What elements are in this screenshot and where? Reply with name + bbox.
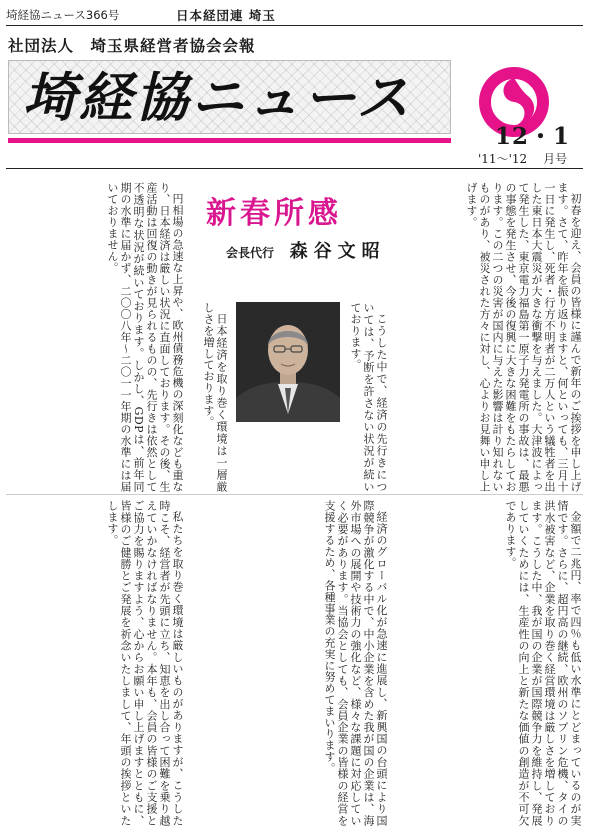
- feature-headline: 新春所感: [206, 196, 342, 231]
- paragraph: 円相場の急速な上昇や、欧州債務危機の深刻化なども重なり、日本経済は厳しい状況に直面しております。その後、生産活動は回復の動きが見られるものの、先行きは依然として不透明な状況が続いております。しかし、GDPは、前年同期の水準に届かず、二〇〇八年～二〇一一年期の水準には届いておりません。: [106, 182, 184, 492]
- publisher-label: 日本経団連 埼玉: [176, 8, 276, 23]
- issue-label: 埼経協ニュース366号: [6, 8, 120, 22]
- author-name: 森谷文昭: [289, 241, 386, 262]
- body-column-top-right: [388, 182, 582, 492]
- newsletter-title: 埼経協ニュース: [23, 67, 413, 129]
- feature-byline: [226, 237, 386, 263]
- body-column-bottom-left: [8, 500, 184, 826]
- body-column-top-left: [8, 182, 184, 492]
- paragraph: 日本経済を取り巻く環境は一層厳しさを増しております。: [202, 302, 228, 492]
- section-divider: [6, 494, 583, 495]
- portrait-photo-icon: [236, 302, 340, 422]
- header-divider: [6, 25, 583, 26]
- issue-range-years: '11～'12: [478, 152, 528, 166]
- running-header: [6, 5, 583, 25]
- masthead-divider: [6, 168, 583, 169]
- paragraph: 私たちを取り巻く環境は厳しいものがありますが、こうした時こそ、経営者が先頭に立ち、知恵を出し合って困難を乗り越えていかなければなりません。本年も、会員の皆様のご支援とご協力を賜りますよう、心からお願い申し上げますとともに、皆様のご健勝とご発展を祈念いたしまして、年頭の挨拶といたします。: [106, 500, 184, 826]
- paragraph: 金額で二兆円、率で四％も低い水準にとどまっているのが実情です。さらに、超円高の継続、欧州のソブリン危機、タイの洪水被害など、企業を取り巻く経営環境は厳しさを増しております。こうした中、我が国の企業が国際競争力を維持し、発展していくためには、生産性の向上と新たな価値の創造が不可欠であります。: [504, 500, 582, 826]
- masthead-logo: [8, 60, 451, 134]
- paragraph: こうした中で、経済の先行きについては、予断を許さない状況が続いております。: [349, 302, 388, 492]
- issue-range: [478, 150, 567, 167]
- body-column-photo-right: [340, 302, 388, 492]
- issue-date: 12・1: [495, 123, 571, 150]
- masthead-accent-bar: [8, 138, 451, 143]
- organization-name: 社団法人 埼玉県経営者協会会報: [8, 37, 256, 55]
- body-column-bottom-middle: [186, 500, 388, 826]
- body-column-bottom-right: [388, 500, 582, 826]
- author-role: 会長代行: [226, 246, 275, 260]
- paragraph: 経済のグローバル化が急速に進展し、新興国の台頭により国際競争が激化する中で、中小企業を含めた我が国の企業は、海外市場への展開や技術力の強化など、様々な課題に対応していく必要があります。当協会としても、会員企業の皆様の経営を支援するため、各種事業の充実に努めてまいります。: [323, 500, 388, 826]
- paragraph: 初春を迎え、会員の皆様に謹んで新年のご挨拶を申し上げます。さて、昨年を振り返りますと、何といっても、三月十一日に発生し、死者・行方不明者が二万人という犠牲者を出した東日本大震災が大きな衝撃を与えました。大津波によって発生した、東京電力福島第一原子力発電所の事故は、最悪の事態を発生させ、今後の復興に大きな困難をもたらしております。この二つの災害が国内に与えた影響は計り知れないものがあり、被災された方々に対し、心よりお見舞い申し上げます。: [465, 182, 582, 492]
- issue-range-suffix: 月号: [543, 152, 568, 166]
- body-column-photo-left: [186, 302, 228, 492]
